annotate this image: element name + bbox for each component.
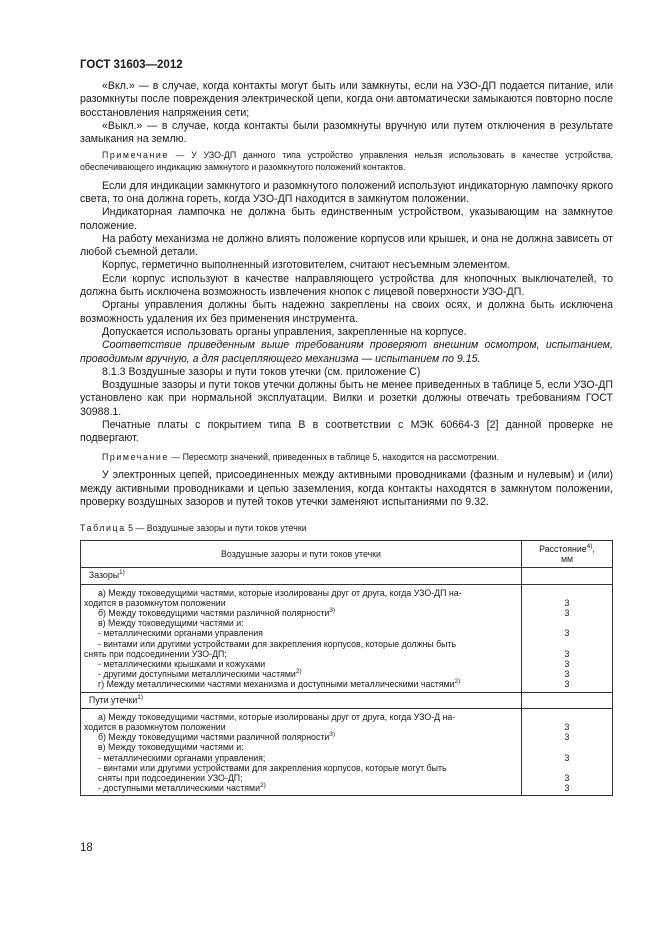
table-section-row [81, 692, 613, 708]
clear-c1: - металлическими органами управления [98, 628, 263, 639]
clear-c2-line1: - винтами или другими устройствами для закрепления корпусов, которые должны быть [98, 638, 457, 649]
note-2 [80, 452, 613, 464]
creep-c3-sup: 2) [260, 782, 266, 790]
paragraph-on-state: «Вкл.» — в случае, когда контакты могут быть или замкнуты, если на УЗО-ДП подается питание, или разомкнуты после повреждения электрической цепи, когда они автоматически замыкаются повторно после восстановления напряжения сети; [80, 80, 613, 119]
creepage-items [81, 708, 522, 796]
creep-b [84, 732, 518, 742]
table-header-row [81, 541, 613, 568]
section-clearances-sup: 1) [119, 569, 125, 577]
table-col1-header: Воздушные зазоры и пути токов утечки [81, 541, 522, 568]
creep-c1: - металлическими органами управления; [98, 752, 266, 763]
section-clearances-label: Зазоры [88, 570, 120, 581]
clearances-items [81, 584, 522, 692]
creep-c2-line1: - винтами или другими устройствами для закрепления корпусов, которые могут быть [98, 762, 447, 773]
paragraph-electronic-circuits: У электронных цепей, присоединенных между активными проводниками (фазным и нулевым) и (или) между активными проводниками и цепью заземления, когда контакты находятся в замкнутом положении, проверку воздушных зазоров и путей токов утечки заменяют испытаниями по 9.32. [80, 469, 613, 508]
clear-d [84, 679, 518, 689]
col2-header-unit: мм [560, 554, 574, 565]
clear-c4-value: 3 [564, 669, 570, 680]
creep-c2-value: 3 [564, 773, 570, 783]
page-body [80, 80, 613, 796]
table-row [81, 708, 613, 796]
note-1-text: — У УЗО-ДП данного типа устройство управления нельзя использовать в качестве устройства, обеспечивающего индикацию замкнутого и разомкнутого положений контактов. [80, 150, 613, 173]
clear-c3-value: 3 [564, 658, 570, 669]
note-1 [80, 150, 613, 173]
paragraph-mechanism: На работу механизма не должно влиять положение корпусов или крышек, и она не должна зависеть от любой съемной детали. [80, 232, 613, 259]
paragraph-lamp-not-only: Индикаторная лампочка не должна быть единственным устройством, указывающим на замкнутое положение. [80, 206, 613, 232]
creep-c: в) Между токоведущими частями и: [98, 742, 244, 753]
paragraph-off-state: «Выкл.» — в случае, когда контакты были разомкнуты вручную или путем отключения в результате замыкания на землю. [80, 119, 613, 146]
creep-b-text: б) Между токоведущими частями различной полярности [98, 732, 330, 743]
creep-b-sup: 3) [329, 731, 336, 739]
clear-c3: - металлическими крышками и кожухами [98, 659, 266, 670]
clear-a-line1: а) Между токоведущими частями, которые изолированы друг от друга, когда УЗО-ДП на- [98, 587, 462, 598]
table-5 [80, 540, 613, 796]
clearances-values [522, 584, 613, 692]
clear-c4 [84, 669, 518, 679]
clear-c4-text: - другими доступными металлическими частями [98, 669, 296, 680]
creep-c3-text: - доступными металлическими частями [98, 783, 260, 794]
clear-c1-value: 3 [564, 628, 570, 639]
document-header: ГОСТ 31603—2012 [80, 59, 183, 71]
page-number: 18 [80, 842, 93, 854]
paragraph-controls-fixed: Органы управления должны быть надежно закреплены на своих осях, и должна быть исключена возможность удаления их без применения инструмента. [80, 299, 613, 325]
note-2-label: Примечание [102, 451, 169, 462]
table-caption [80, 522, 613, 535]
clear-a-line2: ходится в разомкнутом положении [84, 597, 226, 608]
section-creepage-title [81, 692, 522, 708]
creep-c3 [84, 783, 518, 793]
section-creepage-empty [522, 692, 613, 708]
clear-b-value: 3 [564, 607, 570, 618]
section-clearances-title [81, 568, 522, 584]
note-2-text: — Пересмотр значений, приведенных в таблице 5, находится на рассмотрении. [168, 451, 499, 462]
creep-a-value: 3 [564, 722, 570, 733]
creep-c3-value: 3 [564, 783, 570, 794]
clear-c2-line2: снять при подсоединении УЗО-ДП; [84, 648, 227, 659]
section-heading-8-1-3: 8.1.3 Воздушные зазоры и пути токов утечки (см. приложение С) [102, 365, 421, 378]
paragraph-indicator-lamp: Если для индикации замкнутого и разомкнутого положений используют индикаторную лампочку яркого света, то она должна гореть, когда УЗО-ДП находится в замкнутом положении. [80, 179, 613, 205]
clear-c4-sup: 2) [295, 668, 302, 676]
col2-header-sup: 4) [586, 543, 593, 551]
clear-c2-value: 3 [564, 648, 570, 659]
clear-d-value: 3 [564, 679, 570, 690]
creep-c2-line2: сняты при подсоединении УЗО-ДП; [98, 773, 243, 784]
creep-b-value: 3 [564, 732, 570, 743]
creep-c1-value: 3 [564, 752, 570, 763]
clear-d-text: г) Между металлическими частями механизма и доступными металлическими частями [98, 679, 455, 690]
clear-d-sup: 2) [454, 678, 461, 686]
section-creepage-label: Пути утечки [88, 694, 138, 705]
table-section-row [81, 568, 613, 584]
paragraph-push-buttons: Если корпус используют в качестве направляющего устройства для кнопочных выключателей, то должна быть исключена возможность извлечения кнопок с лицевой поверхности УЗО-ДП. [80, 272, 613, 299]
paragraph-printed-boards: Печатные платы с покрытием типа В в соответствии с МЭК 60664-3 [2] данной проверке не подвергают. [80, 419, 613, 445]
creep-a-line1: а) Между токоведущими частями, которые изолированы друг от друга, когда УЗО-Д на- [98, 711, 456, 722]
table-caption-label: Таблица [80, 523, 126, 534]
note-1-label: Примечание [102, 150, 169, 161]
creep-a-line2: ходится в разомкнутом положении [84, 722, 226, 733]
clear-b-text: б) Между токоведущими частями различной полярности [98, 608, 330, 618]
clear-b-sup: 3) [329, 607, 336, 615]
section-creepage-sup: 1) [137, 693, 144, 701]
col2-header-text: Расстояние [539, 544, 587, 555]
table-col2-header: Расстояние$^{4)}$, мм [522, 541, 613, 568]
table-caption-text: 5 — Воздушные зазоры и пути токов утечки [125, 523, 307, 534]
paragraph-clearances: Воздушные зазоры и пути токов утечки должны быть не менее приведенных в таблице 5, если УЗО-ДП установлено как при нормальной эксплуатации. Вилки и розетки должны отвечать требованиям ГОСТ 30988.1. [80, 379, 613, 418]
clear-b [84, 608, 518, 618]
paragraph-compliance: Соответствие приведенным выше требованиям проверяют внешним осмотром, испытанием, проводимым вручную, а для расцепляющего механизма — испытанием по 9.15. [80, 339, 613, 365]
table-row [81, 584, 613, 692]
paragraph-controls-on-case: Допускается использовать органы управления, закрепленные на корпусе. [102, 325, 467, 338]
creepage-values [522, 708, 613, 796]
section-clearances-empty [522, 568, 613, 584]
clear-a-value: 3 [564, 597, 570, 608]
clear-c: в) Между токоведущими частями и: [98, 618, 244, 629]
paragraph-sealed-case: Корпус, герметично выполненный изготовителем, считают несъемным элементом. [102, 259, 511, 272]
